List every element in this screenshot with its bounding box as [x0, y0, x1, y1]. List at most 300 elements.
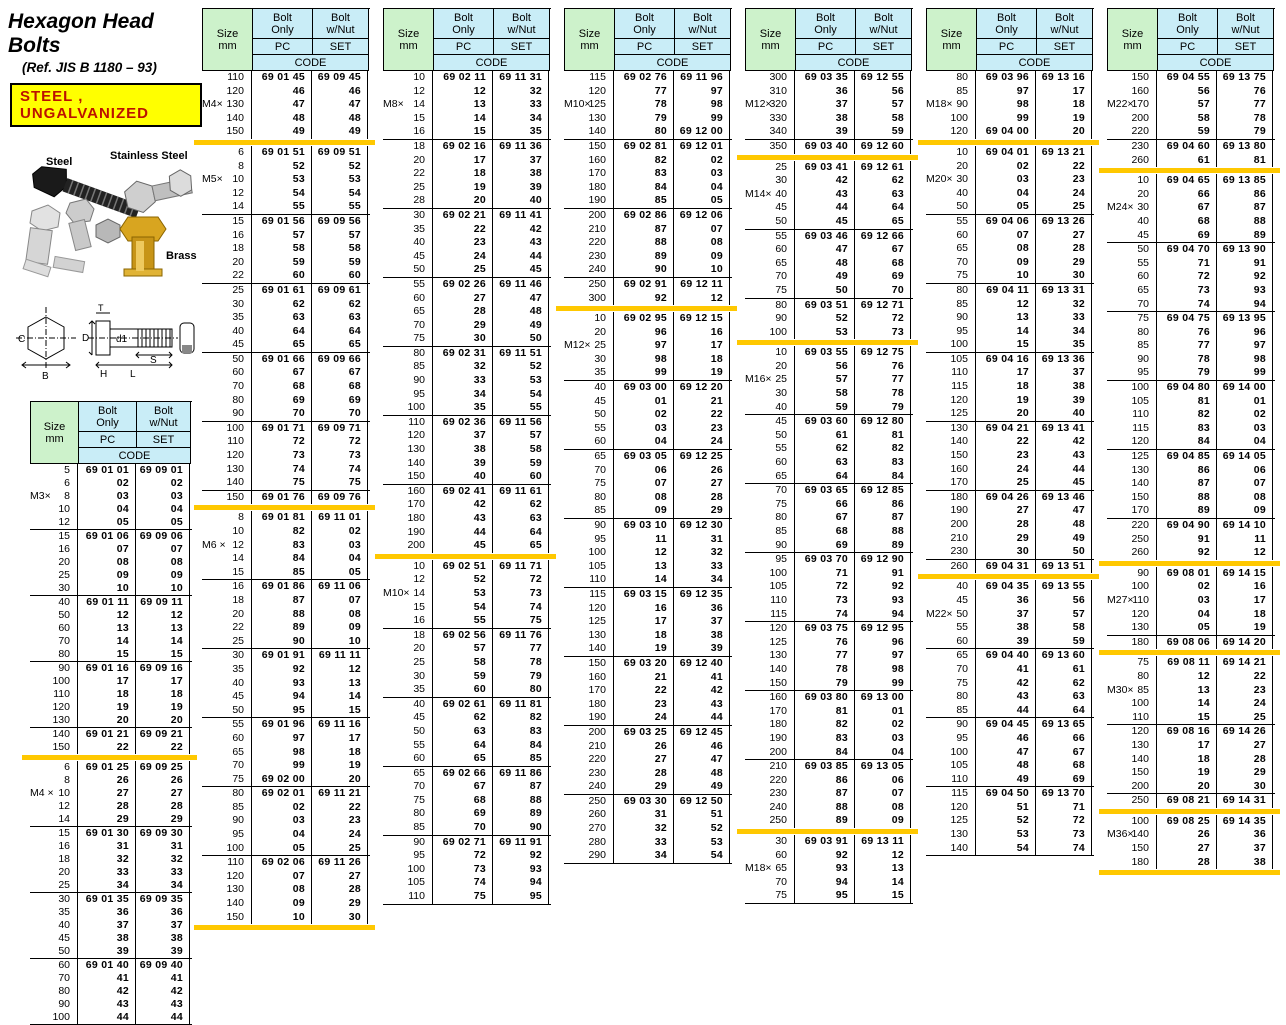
table-row	[30, 827, 192, 840]
table-row	[383, 125, 551, 139]
set-code-cell: 98	[674, 98, 730, 112]
table-row	[30, 866, 192, 879]
size-cell: 150	[383, 470, 433, 484]
pc-code-cell: 82	[614, 154, 674, 168]
size-cell: 6	[30, 477, 78, 490]
pc-code-cell: 21	[614, 671, 674, 685]
set-code-cell: 07	[1217, 477, 1273, 491]
size-cell: 120	[926, 394, 976, 408]
size-cell: 60	[383, 752, 433, 766]
pc-code-cell: 67	[795, 511, 855, 525]
size-cell: 130	[202, 883, 252, 897]
size-cell: 25	[745, 161, 795, 175]
table-row	[383, 388, 551, 402]
table-row	[564, 353, 732, 367]
set-header: SET	[1037, 39, 1093, 55]
set-code-cell: 08	[855, 801, 911, 815]
set-code-cell: 01	[855, 705, 911, 719]
set-code-cell: 50	[493, 332, 549, 346]
size-cell: 150	[202, 491, 252, 505]
set-code-cell: 72	[855, 312, 911, 326]
pc-code-cell: 52	[976, 814, 1036, 828]
pc-code-cell: 27	[976, 504, 1036, 518]
set-code-cell: 69 14 21	[1217, 656, 1273, 670]
set-code-cell: 40	[493, 194, 549, 208]
table-row	[564, 795, 732, 809]
pc-code-cell: 69 03 70	[795, 553, 855, 567]
set-code-cell: 58	[312, 242, 368, 256]
table-row	[926, 449, 1094, 463]
size-cell: 280	[564, 836, 614, 850]
size-cell: 115	[926, 787, 976, 801]
table-row	[383, 319, 551, 333]
size-cell: 60	[1107, 270, 1157, 284]
set-code-cell: 54	[312, 187, 368, 201]
code-header: CODE	[253, 55, 369, 71]
table-row	[745, 732, 913, 746]
size-cell: 45	[383, 250, 433, 264]
table-row	[30, 774, 192, 787]
table-row	[202, 511, 370, 525]
size-cell: 110	[202, 856, 252, 870]
size-prefix: M5×	[202, 173, 223, 186]
size-cell: 300	[745, 71, 795, 85]
pc-code-cell: 53	[252, 173, 312, 187]
left-info-panel	[0, 0, 202, 1023]
pc-code-cell: 73	[1157, 284, 1217, 298]
pc-code-cell: 54	[252, 187, 312, 201]
set-code-cell: 52	[312, 160, 368, 174]
set-code-cell: 75	[493, 614, 549, 628]
pc-code-cell: 03	[614, 422, 674, 436]
page-reference: (Ref. JIS B 1180 – 93)	[22, 60, 157, 75]
table-row	[1107, 422, 1275, 436]
set-code-cell: 65	[312, 338, 368, 352]
table-row	[202, 525, 370, 539]
size-column-header: Size mm	[31, 402, 79, 464]
set-code-cell: 04	[1217, 435, 1273, 449]
table-band	[383, 836, 551, 904]
set-code-cell: 91	[1217, 257, 1273, 271]
table-row	[745, 787, 913, 801]
size-cell: 75	[745, 284, 795, 298]
pc-code-cell: 71	[795, 567, 855, 581]
set-code-cell: 14	[312, 690, 368, 704]
pc-code-cell: 69 02 71	[433, 836, 493, 850]
pc-code-cell: 49	[795, 270, 855, 284]
size-cell: 170	[745, 705, 795, 719]
size-cell: 90	[926, 311, 976, 325]
size-cell: 95	[202, 828, 252, 842]
size-cell: M27× 110	[1107, 594, 1157, 608]
size-cell: 105	[564, 560, 614, 574]
size-cell: 35	[383, 683, 433, 697]
size-cell: 100	[383, 863, 433, 877]
set-code-cell: 23	[1036, 173, 1092, 187]
size-cell: 105	[745, 580, 795, 594]
set-code-cell: 69 09 35	[136, 893, 190, 906]
code-table-m22-m36	[1107, 8, 1275, 984]
pc-code-cell: 03	[78, 490, 136, 503]
size-cell: 30	[745, 387, 795, 401]
bolt-with-nut-header: Bolt w/Nut	[137, 402, 191, 432]
size-cell: 15	[30, 530, 78, 543]
table-row	[383, 539, 551, 553]
table-row	[383, 194, 551, 208]
set-code-cell: 84	[493, 739, 549, 753]
pc-code-cell: 39	[78, 945, 136, 958]
yellow-divider	[1099, 561, 1280, 566]
code-table-m3-m4	[30, 401, 192, 1025]
pc-code-cell: 69 02 11	[433, 71, 493, 85]
set-code-cell: 79	[1217, 125, 1273, 139]
table-band	[30, 464, 192, 529]
table-row	[202, 215, 370, 229]
stainless-photo-label: Stainless Steel	[110, 150, 188, 162]
table-row	[1107, 491, 1275, 505]
set-code-cell: 69 09 21	[136, 728, 190, 741]
table-row	[745, 705, 913, 719]
size-cell: 35	[202, 311, 252, 325]
size-cell: 90	[202, 814, 252, 828]
table-row	[1107, 435, 1275, 449]
table-band	[745, 161, 913, 229]
set-code-cell: 93	[855, 594, 911, 608]
size-cell: 250	[564, 795, 614, 809]
pc-code-cell: 25	[976, 476, 1036, 490]
set-code-cell: 69	[312, 394, 368, 408]
table-row	[30, 919, 192, 932]
table-row	[1107, 608, 1275, 622]
set-code-cell: 31	[674, 533, 730, 547]
set-code-cell: 69 13 60	[1036, 649, 1092, 663]
table-band	[564, 588, 732, 656]
set-code-cell: 98	[855, 663, 911, 677]
pc-code-cell: 08	[78, 556, 136, 569]
pc-code-cell: 17	[976, 366, 1036, 380]
set-code-cell: 38	[493, 167, 549, 181]
table-row	[926, 215, 1094, 229]
size-cell: M12× 25	[564, 339, 614, 353]
table-row	[383, 752, 551, 766]
dim-label-t: T	[98, 303, 104, 313]
pc-code-cell: 69 03 20	[614, 657, 674, 671]
set-code-cell: 69 09 01	[136, 464, 190, 477]
set-code-cell: 46	[312, 85, 368, 99]
size-cell: 55	[383, 739, 433, 753]
size-cell: 50	[926, 200, 976, 214]
pc-header: PC	[253, 39, 313, 55]
band-divider	[745, 903, 913, 904]
table-row	[745, 140, 913, 154]
pc-code-cell: 61	[795, 429, 855, 443]
table-row	[564, 726, 732, 740]
set-code-cell: 09	[855, 814, 911, 828]
table-band	[383, 416, 551, 484]
size-cell: 190	[564, 711, 614, 725]
pc-code-cell: 70	[252, 407, 312, 421]
set-code-cell: 62	[312, 298, 368, 312]
table-row	[564, 684, 732, 698]
table-row	[1107, 815, 1275, 829]
pc-code-cell: 57	[433, 642, 493, 656]
size-cell: 30	[30, 893, 78, 906]
table-row	[383, 821, 551, 835]
pc-code-cell: 98	[252, 746, 312, 760]
size-cell: 100	[1107, 381, 1157, 395]
pc-code-cell: 69	[252, 394, 312, 408]
set-code-cell: 69 13 16	[1036, 71, 1092, 85]
pc-code-cell: 58	[433, 656, 493, 670]
size-cell: 140	[926, 435, 976, 449]
table-row	[383, 560, 551, 574]
size-cell: 40	[30, 919, 78, 932]
pc-code-cell: 69 04 35	[976, 580, 1036, 594]
size-cell: 65	[926, 242, 976, 256]
pc-code-cell: 12	[1157, 670, 1217, 684]
size-cell: 150	[1107, 842, 1157, 856]
table-row	[1107, 339, 1275, 353]
set-code-cell: 44	[493, 250, 549, 264]
set-code-cell: 18	[674, 353, 730, 367]
table-row	[564, 98, 732, 112]
set-code-cell: 26	[674, 464, 730, 478]
set-code-cell: 69 13 05	[855, 760, 911, 774]
size-cell: 200	[926, 518, 976, 532]
size-cell: 210	[745, 760, 795, 774]
set-code-cell: 22	[312, 801, 368, 815]
table-row	[564, 209, 732, 223]
table-row	[202, 463, 370, 477]
pc-code-cell: 82	[252, 525, 312, 539]
size-cell: 110	[202, 435, 252, 449]
table-row	[564, 71, 732, 85]
size-cell: 150	[926, 449, 976, 463]
size-cell: 130	[926, 422, 976, 436]
table-row	[1107, 270, 1275, 284]
table-row	[564, 140, 732, 154]
code-table-m12-m18	[745, 8, 913, 984]
dim-label-d: D	[82, 333, 90, 344]
pc-code-cell: 81	[795, 705, 855, 719]
yellow-divider	[737, 155, 918, 160]
set-code-cell: 58	[1036, 621, 1092, 635]
size-cell: 65	[202, 746, 252, 760]
pc-code-cell: 84	[1157, 435, 1217, 449]
pc-code-cell: 17	[78, 675, 136, 688]
pc-header: PC	[79, 432, 137, 448]
size-cell: 80	[745, 299, 795, 313]
size-cell: 220	[564, 236, 614, 250]
size-cell: 30	[30, 582, 78, 595]
table-row	[383, 587, 551, 601]
set-code-cell: 97	[855, 649, 911, 663]
size-cell: 55	[383, 278, 433, 292]
table-row	[383, 360, 551, 374]
pc-code-cell: 69 04 26	[976, 491, 1036, 505]
set-code-cell: 18	[1217, 608, 1273, 622]
table-band	[1107, 519, 1275, 560]
table-row	[1107, 519, 1275, 533]
pc-code-cell: 69 02 91	[614, 278, 674, 292]
size-cell: 120	[30, 701, 78, 714]
bolt-with-nut-header: Bolt w/Nut	[675, 9, 731, 39]
size-cell: 110	[30, 688, 78, 701]
pc-code-cell: 52	[252, 160, 312, 174]
yellow-divider	[918, 574, 1099, 579]
table-band	[1107, 815, 1275, 869]
set-code-cell: 57	[312, 229, 368, 243]
pc-code-cell: 50	[795, 284, 855, 298]
table-row	[202, 284, 370, 298]
table-band	[745, 230, 913, 298]
set-code-cell: 69 09 25	[136, 761, 190, 774]
set-code-cell: 57	[493, 429, 549, 443]
set-code-cell: 67	[1036, 746, 1092, 760]
pc-code-cell: 17	[433, 154, 493, 168]
table-band	[926, 787, 1094, 855]
pc-code-cell: 63	[795, 456, 855, 470]
table-row	[30, 998, 192, 1011]
set-code-cell: 60	[493, 470, 549, 484]
set-code-cell: 79	[493, 670, 549, 684]
set-code-cell: 14	[136, 635, 190, 648]
table-row	[926, 842, 1094, 856]
size-cell: 230	[564, 767, 614, 781]
table-row	[30, 840, 192, 853]
pc-code-cell: 14	[976, 325, 1036, 339]
set-code-cell: 66	[1036, 732, 1092, 746]
pc-code-cell: 53	[976, 828, 1036, 842]
table-row	[745, 360, 913, 374]
set-code-cell: 96	[1217, 326, 1273, 340]
set-code-cell: 10	[674, 263, 730, 277]
size-cell: 110	[926, 366, 976, 380]
table-row	[745, 622, 913, 636]
pc-code-cell: 35	[433, 401, 493, 415]
pc-code-cell: 43	[976, 690, 1036, 704]
table-row	[202, 160, 370, 174]
set-code-cell: 12	[1217, 546, 1273, 560]
set-code-cell: 69 13 85	[1217, 174, 1273, 188]
table-row	[1107, 842, 1275, 856]
set-code-cell: 69 09 71	[312, 422, 368, 436]
set-code-cell: 92	[493, 849, 549, 863]
pc-code-cell: 13	[976, 311, 1036, 325]
pc-code-cell: 89	[252, 621, 312, 635]
set-code-cell: 04	[855, 746, 911, 760]
size-prefix: M22×	[1107, 98, 1134, 111]
set-code-cell: 37	[1036, 366, 1092, 380]
set-code-cell: 47	[674, 753, 730, 767]
table-row	[30, 761, 192, 774]
set-code-cell: 95	[493, 890, 549, 904]
table-row	[383, 71, 551, 85]
pc-code-cell: 39	[795, 125, 855, 139]
table-row	[926, 435, 1094, 449]
set-code-cell: 05	[136, 516, 190, 529]
size-cell: M14× 40	[745, 188, 795, 202]
table-row	[202, 828, 370, 842]
size-cell: 100	[30, 1011, 78, 1024]
table-row	[926, 773, 1094, 787]
size-cell: 170	[383, 498, 433, 512]
table-row	[1107, 174, 1275, 188]
size-cell: 125	[926, 407, 976, 421]
size-cell: 75	[1107, 656, 1157, 670]
size-cell: 60	[202, 732, 252, 746]
table-row	[1107, 188, 1275, 202]
table-band	[745, 622, 913, 690]
size-cell: 30	[745, 174, 795, 188]
table-row	[926, 491, 1094, 505]
table-row	[383, 457, 551, 471]
set-code-cell: 58	[855, 112, 911, 126]
table-row	[202, 229, 370, 243]
set-code-cell: 09	[674, 250, 730, 264]
set-code-cell: 28	[136, 800, 190, 813]
size-cell: 55	[564, 422, 614, 436]
size-cell: 115	[926, 380, 976, 394]
set-code-cell: 22	[136, 741, 190, 754]
set-code-cell: 68	[1036, 759, 1092, 773]
size-cell: 150	[1107, 766, 1157, 780]
size-cell: 160	[926, 463, 976, 477]
size-cell: 80	[383, 807, 433, 821]
pc-code-cell: 38	[78, 932, 136, 945]
set-code-cell: 17	[674, 339, 730, 353]
pc-code-cell: 69 03 60	[795, 415, 855, 429]
size-cell: 230	[745, 787, 795, 801]
pc-code-cell: 04	[614, 435, 674, 449]
size-cell: 260	[1107, 546, 1157, 560]
table-row	[202, 621, 370, 635]
size-cell: 350	[745, 140, 795, 154]
set-code-cell: 08	[312, 608, 368, 622]
set-code-cell: 69 12 25	[674, 450, 730, 464]
yellow-divider	[918, 140, 1099, 145]
table-row	[1107, 780, 1275, 794]
size-cell: 60	[564, 435, 614, 449]
size-cell: 100	[564, 546, 614, 560]
table-row	[926, 518, 1094, 532]
set-code-cell: 15	[312, 704, 368, 718]
set-code-cell: 69 11 06	[312, 580, 368, 594]
pc-code-cell: 68	[252, 380, 312, 394]
set-code-cell: 19	[312, 759, 368, 773]
table-band	[202, 649, 370, 717]
table-row	[30, 714, 192, 727]
size-cell: 75	[202, 773, 252, 787]
set-code-cell: 53	[674, 836, 730, 850]
size-cell: 80	[30, 985, 78, 998]
table-row	[564, 560, 732, 574]
set-code-cell: 63	[1036, 690, 1092, 704]
table-band	[564, 278, 732, 305]
pc-code-cell: 69 04 60	[1157, 140, 1217, 154]
pc-code-cell: 92	[252, 663, 312, 677]
set-code-cell: 35	[493, 125, 549, 139]
pc-code-cell: 13	[78, 622, 136, 635]
table-row	[926, 787, 1094, 801]
size-cell: 20	[202, 256, 252, 270]
size-cell: 35	[564, 366, 614, 380]
set-code-cell: 89	[1217, 229, 1273, 243]
table-row	[564, 395, 732, 409]
table-row	[202, 856, 370, 870]
table-row	[745, 161, 913, 175]
set-code-cell: 60	[312, 269, 368, 283]
